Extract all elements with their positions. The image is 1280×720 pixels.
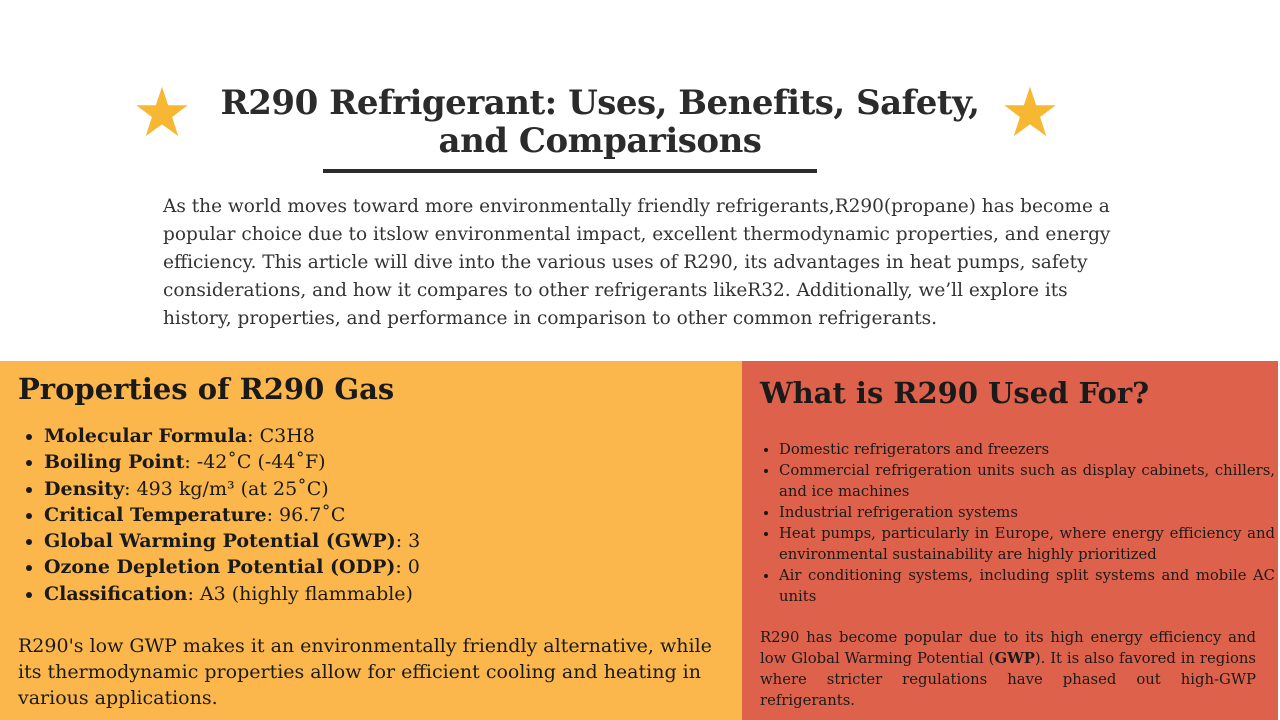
list-item: • Heat pumps, particularly in Europe, where energy efficiency and environmental sustainability are highly prioritized	[779, 523, 1275, 565]
page-title: R290 Refrigerant: Uses, Benefits, Safety, and Comparisons	[220, 83, 980, 161]
intro-paragraph: As the world moves toward more environmentally friendly refrigerants,R290(propane) has become a popular choice due to itslow environmental impact, excellent thermodynamic properties, and energy efficiency. This article will dive into the various uses of R290, its advantages in heat pumps, safety considerations, and how it compares to other refrigerants likeR32. Additionally, we’ll explore its history, properties, and performance in comparison to other common refrigerants.	[163, 196, 1111, 329]
properties-summary: R290's low GWP makes it an environmentally friendly alternative, while its thermodynamic properties allow for efficient cooling and heating in various applications.	[18, 635, 712, 709]
property-label: Critical Temperature	[44, 503, 267, 526]
star-icon	[1002, 84, 1058, 140]
list-item	[44, 449, 744, 475]
uses-panel	[742, 361, 1278, 720]
properties-panel	[0, 361, 742, 720]
property-value: : C3H8	[247, 425, 315, 447]
uses-summary	[760, 627, 1256, 711]
property-label: Global Warming Potential (GWP)	[44, 530, 396, 553]
uses-summary-text: ). It is also favored in regions where stricter regulations have phased out high-GWP refrigerants.	[760, 650, 1256, 709]
property-label: Ozone Depletion Potential (ODP)	[44, 556, 396, 579]
list-item	[44, 554, 744, 580]
property-label: Density	[44, 477, 125, 500]
title-underline	[323, 169, 817, 173]
property-label: Classification	[44, 582, 188, 605]
list-item	[44, 476, 744, 502]
list-item	[44, 528, 744, 554]
property-label: Molecular Formula	[44, 425, 248, 447]
uses-list	[760, 439, 1275, 607]
uses-heading: What is R290 Used For?	[760, 376, 1150, 410]
properties-list	[18, 423, 744, 607]
properties-heading: Properties of R290 Gas	[18, 372, 395, 406]
property-value: : A3 (highly flammable)	[187, 582, 413, 605]
list-item: • Commercial refrigeration units such as display cabinets, chillers, and ice machines	[779, 460, 1275, 502]
property-value: : 0	[395, 556, 420, 579]
property-value: : -42˚C (-44˚F)	[184, 451, 326, 474]
list-item	[44, 581, 744, 607]
list-item	[44, 502, 744, 528]
uses-summary-text: R290 has become popular due to its high energy efficiency and low Global Warming Potential (	[760, 629, 1256, 667]
list-item	[44, 423, 744, 449]
list-item: • Air conditioning systems, including split systems and mobile AC units	[779, 565, 1275, 607]
list-item: • Domestic refrigerators and freezers	[779, 439, 1275, 460]
property-value: : 3	[395, 530, 421, 553]
list-item: • Industrial refrigeration systems	[779, 502, 1275, 523]
property-value: : 96.7˚C	[266, 503, 346, 526]
gwp-term: GWP	[994, 650, 1035, 667]
property-label: Boiling Point	[44, 451, 185, 474]
star-icon	[134, 84, 190, 140]
property-value: : 493 kg/m³ (at 25˚C)	[124, 477, 329, 500]
